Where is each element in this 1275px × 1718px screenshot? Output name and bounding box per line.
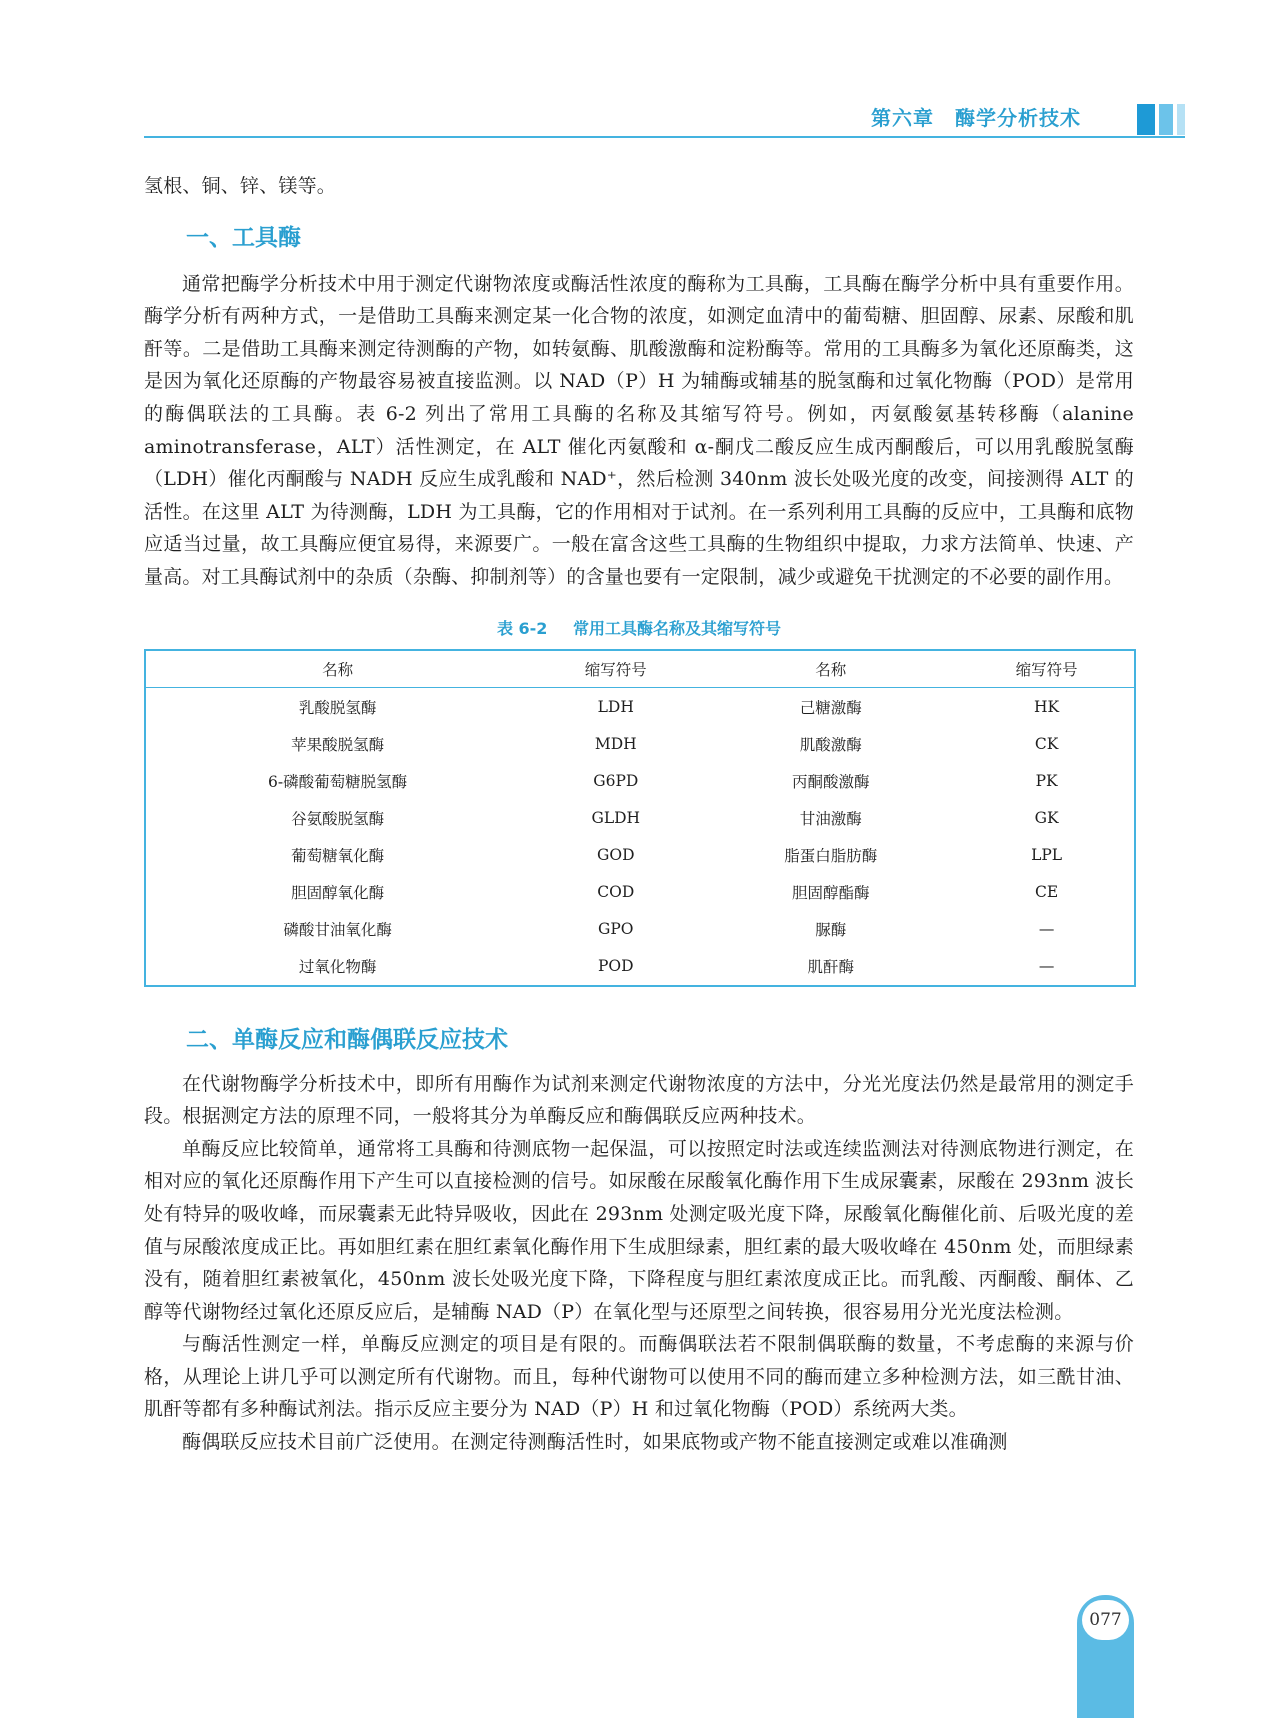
table-cell: COD <box>597 883 635 902</box>
table-cell: LPL <box>1031 846 1063 865</box>
table-caption <box>144 616 1134 639</box>
table-cell: 苹果酸脱氢酶 <box>291 736 385 755</box>
table-row <box>145 874 1135 911</box>
table-cell: GLDH <box>591 809 641 828</box>
table-row <box>145 911 1135 948</box>
table-cell: GOD <box>596 846 635 865</box>
table-cell: 葡萄糖氧化酶 <box>291 847 385 866</box>
body-paragraph: 在代谢物酶学分析技术中，即所有用酶作为试剂来测定代谢物浓度的方法中，分光光度法仍然是最常用的测定手段。根据测定方法的原理不同，一般将其分为单酶反应和酶偶联反应两种技术。 <box>144 1072 1134 1128</box>
table-cell: HK <box>1034 698 1060 717</box>
page-body <box>144 170 1134 1459</box>
table-cell: POD <box>597 957 634 976</box>
table-cell: 肌酸激酶 <box>799 736 862 755</box>
table-caption-number: 表 6-2 <box>496 618 548 638</box>
table-cell: 己糖激酶 <box>799 699 862 718</box>
table-cell: 丙酮酸激酶 <box>791 773 870 792</box>
table-caption-text: 常用工具酶名称及其缩写符号 <box>573 618 782 638</box>
tool-enzyme-table <box>144 649 1136 987</box>
header-accent-block <box>1177 104 1185 135</box>
table-row <box>145 687 1135 726</box>
table-cell: 过氧化物酶 <box>298 958 377 977</box>
header-accent-block <box>1137 104 1155 135</box>
page-number-tab <box>1077 1595 1134 1718</box>
table-cell: 6-磷酸葡萄糖脱氢酶 <box>268 773 408 792</box>
table-cell: 脂蛋白脂肪酶 <box>784 847 878 866</box>
table-row <box>145 948 1135 986</box>
table-row <box>145 726 1135 763</box>
body-paragraph: 通常把酶学分析技术中用于测定代谢物浓度或酶活性浓度的酶称为工具酶，工具酶在酶学分析中具有重要作用。酶学分析有两种方式，一是借助工具酶来测定某一化合物的浓度，如测定血清中的葡萄糖、胆固醇、尿素、尿酸和肌酐等。二是借助工具酶来测定待测酶的产物，如转氨酶、肌酸激酶和淀粉酶等。常用的工具酶多为氧化还原酶类，这是因为氧化还原酶的产物最容易被直接监测。以 NAD（P）H 为辅酶或辅基的脱氢酶和过氧化物酶（POD）是常用的酶偶联法的工具酶。表 6-2 列出了常用工具酶的名称及其缩写符号。例如，丙氨酸氨基转移酶（alanine aminotransferase，ALT）活性测定，在 ALT 催化丙氨酸和 α-酮戊二酸反应生成丙酮酸后，可以用乳酸脱氢酶（LDH）催化丙酮酸与 NADH 反应生成乳酸和 NAD⁺，然后检测 340nm 波长处吸光度的改变，间接测得 ALT 的活性。在这里 ALT 为待测酶，LDH 为工具酶，它的作用相对于试剂。在一系列利用工具酶的反应中，工具酶和底物应适当过量，故工具酶应便宜易得，来源要广。一般在富含这些工具酶的生物组织中提取，力求方法简单、快速、产量高。对工具酶试剂中的杂质（杂酶、抑制剂等）的含量也要有一定限制，减少或避免干扰测定的不必要的副作用。 <box>144 272 1134 588</box>
table-cell: — <box>1038 920 1055 939</box>
table-cell: GK <box>1034 809 1059 828</box>
table-cell: G6PD <box>593 772 639 791</box>
chapter-title: 第六章 酶学分析技术 <box>871 106 1081 130</box>
table-cell: 甘油激酶 <box>799 810 862 829</box>
column-header: 缩写符号 <box>529 650 702 688</box>
table-cell: LDH <box>597 698 634 717</box>
body-paragraph: 酶偶联反应技术目前广泛使用。在测定待测酶活性时，如果底物或产物不能直接测定或难以准确测 <box>182 1431 1008 1454</box>
table-cell: 谷氨酸脱氢酶 <box>291 810 385 829</box>
table-cell: 脲酶 <box>815 921 847 940</box>
table-header-row <box>145 650 1135 688</box>
table-cell: MDH <box>594 735 637 754</box>
body-paragraph: 单酶反应比较简单，通常将工具酶和待测底物一起保温，可以按照定时法或连续监测法对待测底物进行测定，在相对应的氧化还原酶作用下产生可以直接检测的信号。如尿酸在尿酸氧化酶作用下生成尿囊素，尿酸在 293nm 波长处有特异的吸收峰，而尿囊素无此特异吸收，因此在 293nm 处测定吸光度下降，尿酸氧化酶催化前、后吸光度的差值与尿酸浓度成正比。再如胆红素在胆红素氧化酶作用下生成胆绿素，胆红素的最大吸收峰在 450nm 处，而胆绿素没有，随着胆红素被氧化，450nm 波长处吸光度下降，下降程度与胆红素浓度成正比。而乳酸、丙酮酸、酮体、乙醇等代谢物经过氧化还原反应后，是辅酶 NAD（P）在氧化型与还原型之间转换，很容易用分光光度法检测。 <box>144 1137 1134 1323</box>
table-cell: CE <box>1035 883 1059 902</box>
table-cell: GPO <box>597 920 634 939</box>
page-number: 077 <box>1082 1600 1129 1640</box>
section-heading-tool-enzymes: 一、工具酶 <box>186 224 301 251</box>
table-row <box>145 800 1135 837</box>
table-cell: 胆固醇氧化酶 <box>291 884 385 903</box>
column-header: 缩写符号 <box>959 650 1135 688</box>
table-cell: 肌酐酶 <box>807 958 854 977</box>
table-cell: CK <box>1034 735 1059 754</box>
section-heading-coupled-reactions: 二、单酶反应和酶偶联反应技术 <box>186 1026 508 1053</box>
table-row <box>145 763 1135 800</box>
table-cell: 乳酸脱氢酶 <box>298 699 377 718</box>
table-cell: — <box>1038 957 1055 976</box>
body-paragraph: 与酶活性测定一样，单酶反应测定的项目是有限的。而酶偶联法若不限制偶联酶的数量，不考虑酶的来源与价格，从理论上讲几乎可以测定所有代谢物。而且，每种代谢物可以使用不同的酶而建立多种检测方法，如三酰甘油、肌酐等都有多种酶试剂法。指示反应主要分为 NAD（P）H 和过氧化物酶（POD）系统两大类。 <box>144 1333 1134 1421</box>
table-row <box>145 837 1135 874</box>
header-accent-block <box>1159 104 1173 135</box>
intro-line: 氢根、铜、锌、镁等。 <box>144 175 337 197</box>
column-header: 名称 <box>702 650 959 688</box>
running-header <box>144 100 1185 138</box>
table-cell: 胆固醇酯酶 <box>791 884 870 903</box>
column-header: 名称 <box>145 650 529 688</box>
table-cell: PK <box>1035 772 1058 791</box>
table-cell: 磷酸甘油氧化酶 <box>283 921 392 940</box>
